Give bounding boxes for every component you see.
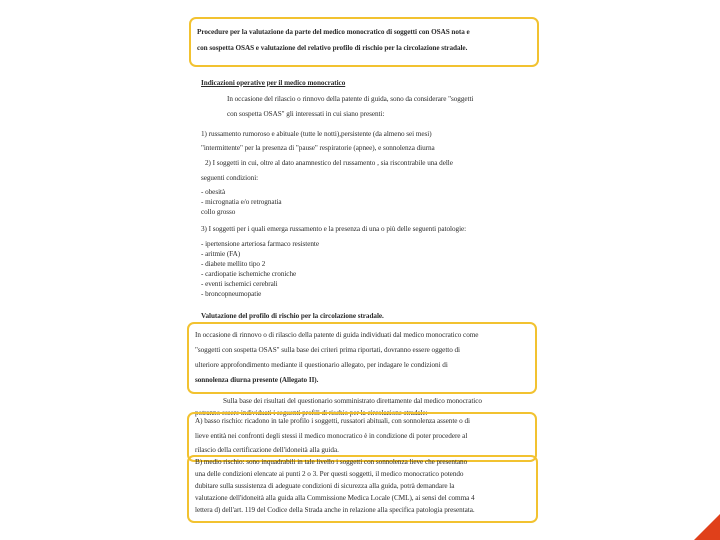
conditions-list-item: - micrognatia e/o retrognatia xyxy=(201,198,282,206)
pathology-list-item: - ipertensione arteriosa farmaco resistente xyxy=(201,240,319,248)
title-highlight-box xyxy=(189,17,539,67)
suspected-osas-line: ulteriore approfondimento mediante il questionario allegato, per indagare le condizioni di xyxy=(195,361,448,369)
medium-risk-line: dubitare sulla sussistenza di adeguate condizioni di sicurezza alla guida, potrà demandare la xyxy=(195,482,455,490)
medium-risk-line: valutazione dell'idoneità alla guida alla Commissione Medica Locale (CML), ai sensi del comma 4 xyxy=(195,494,475,502)
suspected-osas-line: sonnolenza diurna presente (Allegato II). xyxy=(195,376,319,384)
questionnaire-line-2: potranno essere individuati i seguenti profili di rischio per la circolazione stradale: xyxy=(195,409,428,417)
risk-heading: Valutazione del profilo di rischio per la circolazione stradale. xyxy=(201,312,384,320)
slide-corner-accent xyxy=(694,514,720,540)
title-line-2: con sospetta OSAS e valutazione del relativo profilo di rischio per la circolazione stradale. xyxy=(197,44,468,52)
operative-intro-1: In occasione del rilascio o rinnovo della patente di guida, sono da considerare "soggetti xyxy=(227,95,474,103)
criterion-3-line: 3) I soggetti per i quali emerga russamento e la presenza di una o più delle seguenti patologie: xyxy=(201,225,467,233)
suspected-osas-line: In occasione di rinnovo o di rilascio della patente di guida individuati dal medico monocratico come xyxy=(195,331,479,339)
criterion-1-line-1: 1) russamento rumoroso e abituale (tutte le notti),persistente (da almeno sei mesi) xyxy=(201,130,432,138)
pathology-list-item: - broncopneumopatie xyxy=(201,290,262,298)
pathology-list-item: - aritmie (FA) xyxy=(201,250,241,258)
medium-risk-line: B) medio rischio: sono inquadrabili in tale livello i soggetti con sonnolenza lieve che presentano xyxy=(195,458,468,466)
criterion-2-line-2: seguenti condizioni: xyxy=(201,174,259,182)
questionnaire-line-1: Sulla base dei risultati del questionario somministrato direttamente dal medico monocratico xyxy=(223,397,482,405)
conditions-list-item: collo grosso xyxy=(201,208,236,216)
pathology-list-item: - diabete mellito tipo 2 xyxy=(201,260,266,268)
criterion-2-line-1: 2) I soggetti in cui, oltre al dato anamnestico del russamento , sia riscontrabile una delle xyxy=(205,159,453,167)
operative-intro-2: con sospetta OSAS" gli interessati in cui siano presenti: xyxy=(227,110,385,118)
medium-risk-line: lettera d) dell'art. 119 del Codice della Strada anche in relazione alla specifica patologia presentata. xyxy=(195,506,475,514)
pathology-list-item: - cardiopatie ischemiche croniche xyxy=(201,270,297,278)
conditions-list-item: - obesità xyxy=(201,188,226,196)
title-line-1: Procedure per la valutazione da parte del medico monocratico di soggetti con OSAS nota e xyxy=(197,28,470,36)
pathology-list-item: - eventi ischemici cerebrali xyxy=(201,280,278,288)
criterion-1-line-2: "intermittente" per la presenza di "pause" respiratorie (apnee), e sonnolenza diurna xyxy=(201,144,435,152)
low-risk-line: A) basso rischio: ricadono in tale profilo i soggetti, russatori abituali, con sonnolenza assente o di xyxy=(195,417,470,425)
low-risk-line: lieve entità nei confronti degli stessi il medico monocratico è in condizione di poter procedere al xyxy=(195,432,468,440)
scanned-document-page xyxy=(183,12,540,524)
suspected-osas-line: "soggetti con sospetta OSAS" sulla base dei criteri prima riportati, dovranno essere oggetto di xyxy=(195,346,460,354)
medium-risk-line: una delle condizioni elencate ai punti 2 o 3. Per questi soggetti, il medico monocratico potendo xyxy=(195,470,464,478)
operative-heading: Indicazioni operative per il medico monocratico xyxy=(201,79,346,87)
low-risk-line: rilascio della certificazione dell'idoneità alla guida. xyxy=(195,446,339,454)
